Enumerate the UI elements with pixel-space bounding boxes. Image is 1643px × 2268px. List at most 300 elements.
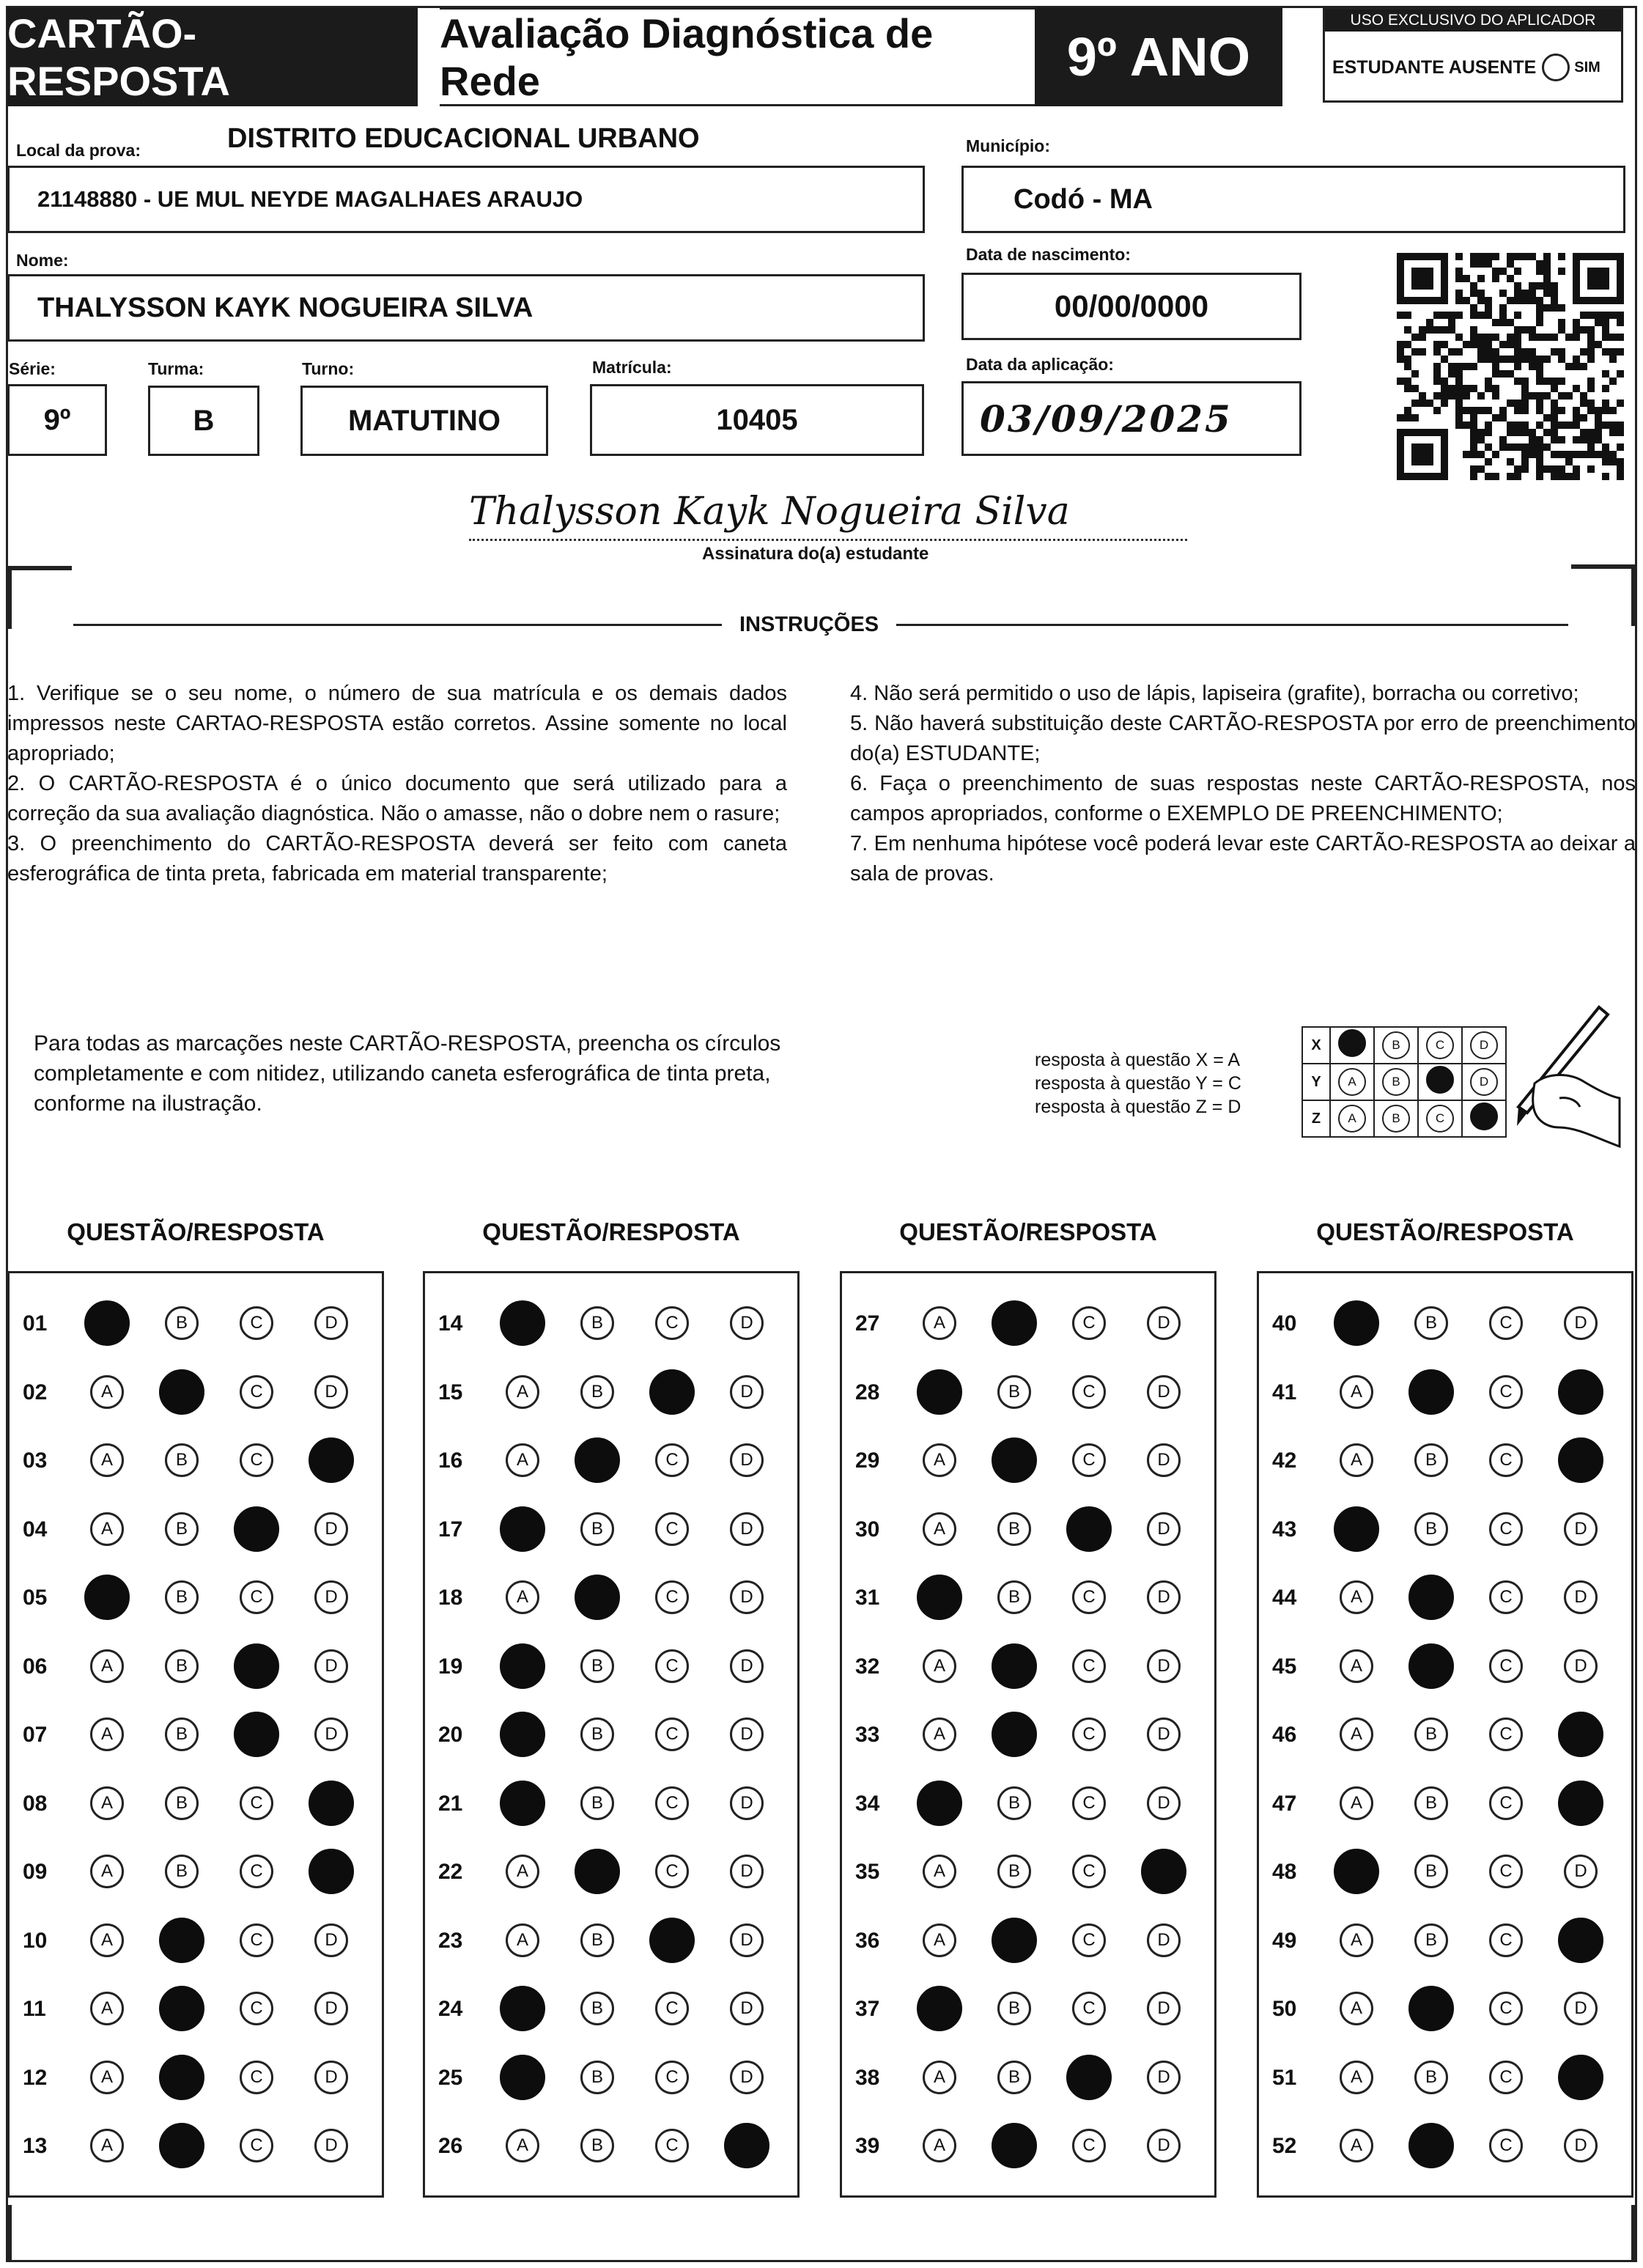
question-number: 36 — [855, 1928, 880, 1953]
answer-bubble[interactable]: D — [730, 1855, 764, 1888]
answer-row — [842, 1644, 1214, 1688]
example-bubble: B — [1382, 1031, 1410, 1059]
corner-mark-tr — [1571, 564, 1636, 626]
student-signature: Thalysson Kayk Nogueira Silva — [469, 490, 1070, 534]
answer-bubble-filled[interactable] — [500, 1506, 545, 1552]
answer-bubble[interactable]: D — [1564, 1992, 1598, 2025]
answer-bubble[interactable]: B — [165, 1512, 199, 1546]
turma-label: Turma: — [148, 359, 204, 378]
answer-bubble-filled[interactable] — [1558, 1781, 1603, 1826]
answer-bubble[interactable]: A — [90, 1512, 124, 1546]
example-cell — [1418, 1064, 1462, 1100]
answer-bubble-filled[interactable] — [500, 1986, 545, 2031]
answer-bubble-filled[interactable] — [500, 1712, 545, 1757]
answer-bubble[interactable]: B — [1414, 1512, 1448, 1546]
answer-bubble[interactable]: D — [730, 1375, 764, 1409]
answer-bubble-filled[interactable] — [575, 1437, 620, 1483]
answer-bubble[interactable]: A — [1340, 1375, 1373, 1409]
answer-bubble[interactable]: D — [730, 1649, 764, 1683]
answer-bubble[interactable]: C — [655, 1512, 689, 1546]
answer-bubble[interactable]: C — [1072, 2129, 1106, 2162]
answer-row — [10, 1781, 382, 1825]
matricula-field: 10405 — [590, 384, 924, 456]
question-number: 20 — [438, 1723, 463, 1747]
answer-row — [425, 1918, 797, 1962]
answer-bubble[interactable]: A — [923, 1717, 956, 1751]
answer-bubble[interactable]: A — [1340, 1786, 1373, 1820]
example-bubble: A — [1338, 1068, 1366, 1096]
answer-row — [1259, 1301, 1631, 1345]
question-number: 11 — [23, 1997, 46, 2021]
question-number: 10 — [23, 1928, 48, 1953]
answer-bubble[interactable]: C — [655, 2129, 689, 2162]
answer-bubble[interactable]: B — [580, 1717, 614, 1751]
answer-bubble[interactable]: A — [506, 2129, 539, 2162]
answer-bubble[interactable]: C — [1072, 1786, 1106, 1820]
answer-bubble-filled[interactable] — [84, 1575, 130, 1620]
local-label: Local da prova: — [16, 141, 141, 160]
answer-bubble[interactable]: C — [1489, 1512, 1523, 1546]
question-number: 22 — [438, 1860, 463, 1884]
answer-bubble-filled[interactable] — [234, 1506, 279, 1552]
answer-bubble[interactable]: D — [314, 2061, 348, 2094]
answer-row — [1259, 2055, 1631, 2099]
answer-bubble[interactable]: A — [506, 1580, 539, 1614]
answer-bubble[interactable]: C — [1072, 1923, 1106, 1957]
answer-column-title: QUESTÃO/RESPOSTA — [1316, 1218, 1574, 1245]
example-bubble: C — [1426, 1031, 1454, 1059]
absent-label: ESTUDANTE AUSENTE — [1332, 56, 1537, 78]
answer-bubble[interactable]: C — [1489, 1580, 1523, 1614]
answer-bubble[interactable]: C — [655, 1649, 689, 1683]
answer-bubble-filled[interactable] — [309, 1849, 354, 1894]
answer-bubble[interactable]: D — [314, 2129, 348, 2162]
instruction-item: 5. Não haverá substituição deste CARTÃO-RESPOSTA por erro de preenchimento do(a) ESTUDANTE; — [850, 712, 1636, 765]
answer-bubble[interactable]: A — [1340, 1923, 1373, 1957]
answer-bubble[interactable]: C — [655, 1992, 689, 2025]
answer-bubble-filled[interactable] — [309, 1781, 354, 1826]
answer-bubble[interactable]: D — [314, 1649, 348, 1683]
answer-bubble-filled[interactable] — [917, 1575, 962, 1620]
answer-bubble[interactable]: D — [1147, 1649, 1181, 1683]
answer-bubble[interactable]: C — [655, 2061, 689, 2094]
answer-bubble[interactable]: A — [923, 1512, 956, 1546]
answer-bubble[interactable]: D — [1564, 1649, 1598, 1683]
district-name: DISTRITO EDUCACIONAL URBANO — [227, 123, 700, 154]
answer-bubble[interactable]: A — [923, 1649, 956, 1683]
answer-bubble[interactable]: C — [1072, 1649, 1106, 1683]
answer-bubble[interactable]: B — [997, 1992, 1031, 2025]
answer-row — [425, 1507, 797, 1551]
applicator-box — [1323, 7, 1623, 103]
answer-bubble[interactable]: C — [1489, 1375, 1523, 1409]
answer-bubble-filled[interactable] — [1558, 1437, 1603, 1483]
answer-bubble[interactable]: C — [1489, 1443, 1523, 1477]
answer-bubble[interactable]: C — [240, 1923, 273, 1957]
answer-bubble-filled[interactable] — [1141, 1849, 1186, 1894]
answer-bubble[interactable]: D — [314, 1717, 348, 1751]
answer-bubble-filled[interactable] — [649, 1918, 695, 1963]
answer-bubble[interactable]: D — [730, 2061, 764, 2094]
answer-bubble[interactable]: D — [1564, 1306, 1598, 1340]
answer-bubble[interactable]: C — [1489, 1992, 1523, 2025]
answer-bubble-filled[interactable] — [992, 1300, 1037, 1346]
absent-row — [1332, 54, 1600, 81]
example-bubble: B — [1382, 1068, 1410, 1096]
answer-bubble[interactable]: A — [90, 1649, 124, 1683]
answer-bubble-filled[interactable] — [1334, 1300, 1379, 1346]
answer-bubble[interactable]: B — [1414, 2061, 1448, 2094]
answer-bubble-filled[interactable] — [1408, 1643, 1454, 1689]
answer-bubble[interactable]: B — [1414, 1306, 1448, 1340]
answer-bubble-filled[interactable] — [917, 1781, 962, 1826]
answer-bubble[interactable]: B — [580, 1786, 614, 1820]
question-number: 42 — [1272, 1448, 1297, 1473]
answer-bubble[interactable]: B — [997, 2061, 1031, 2094]
answer-bubble[interactable]: B — [580, 1992, 614, 2025]
answer-bubble-filled[interactable] — [1408, 1986, 1454, 2031]
answer-row — [10, 1370, 382, 1414]
answer-bubble[interactable]: A — [506, 1855, 539, 1888]
answer-bubble-filled[interactable] — [159, 1918, 204, 1963]
answer-row — [425, 1712, 797, 1756]
answer-row — [425, 1644, 797, 1688]
answer-bubble-filled[interactable] — [1558, 2055, 1603, 2100]
answer-bubble[interactable]: C — [655, 1580, 689, 1614]
instructions-left — [7, 679, 787, 889]
answer-bubble[interactable]: A — [1340, 1580, 1373, 1614]
question-number: 25 — [438, 2065, 463, 2090]
answer-bubble-filled[interactable] — [575, 1575, 620, 1620]
answer-bubble-filled[interactable] — [917, 1369, 962, 1415]
answer-bubble[interactable]: C — [1072, 1443, 1106, 1477]
exam-title: Avaliação Diagnóstica de Rede — [440, 7, 1035, 106]
answer-bubble[interactable]: C — [1072, 1717, 1106, 1751]
answer-bubble-filled[interactable] — [1334, 1506, 1379, 1552]
answer-row — [10, 1644, 382, 1688]
answer-row — [425, 2124, 797, 2168]
applicator-title: USO EXCLUSIVO DO APLICADOR — [1325, 10, 1621, 32]
answer-bubble-filled[interactable] — [575, 1849, 620, 1894]
example-bubble: C — [1426, 1105, 1454, 1133]
answer-bubble[interactable]: A — [90, 2061, 124, 2094]
answer-bubble[interactable]: C — [1489, 2061, 1523, 2094]
answer-bubble[interactable]: A — [506, 1443, 539, 1477]
answer-bubble-filled[interactable] — [992, 1918, 1037, 1963]
answer-bubble[interactable]: B — [580, 2061, 614, 2094]
question-number: 03 — [23, 1448, 48, 1473]
answer-bubble-filled[interactable] — [649, 1369, 695, 1415]
answer-bubble[interactable]: B — [997, 1375, 1031, 1409]
answer-bubble[interactable]: A — [1340, 1649, 1373, 1683]
answer-bubble[interactable]: D — [730, 1512, 764, 1546]
question-number: 31 — [855, 1586, 880, 1610]
answer-bubble[interactable]: A — [1340, 1443, 1373, 1477]
answer-bubble[interactable]: D — [1147, 1717, 1181, 1751]
answer-bubble[interactable]: C — [240, 1375, 273, 1409]
answer-bubble[interactable]: B — [165, 1306, 199, 1340]
answer-bubble[interactable]: A — [90, 1786, 124, 1820]
answer-bubble-filled[interactable] — [1066, 2055, 1112, 2100]
answer-bubble[interactable]: A — [923, 1306, 956, 1340]
answer-bubble[interactable]: C — [655, 1306, 689, 1340]
question-number: 07 — [23, 1723, 48, 1747]
answer-bubble-filled[interactable] — [992, 1643, 1037, 1689]
answer-bubble[interactable]: D — [730, 1580, 764, 1614]
answer-bubble[interactable]: D — [1147, 2129, 1181, 2162]
answer-bubble[interactable]: D — [730, 1786, 764, 1820]
answer-bubble[interactable]: A — [923, 1923, 956, 1957]
answer-bubble[interactable]: B — [1414, 1717, 1448, 1751]
answer-bubble[interactable]: A — [90, 1375, 124, 1409]
answer-bubble[interactable]: C — [240, 2061, 273, 2094]
answer-bubble-filled[interactable] — [1334, 1849, 1379, 1894]
answer-row — [425, 1781, 797, 1825]
answer-bubble[interactable]: B — [580, 1923, 614, 1957]
answer-bubble[interactable]: A — [90, 1443, 124, 1477]
answer-bubble-filled[interactable] — [724, 2123, 769, 2168]
answer-bubble-filled[interactable] — [500, 1643, 545, 1689]
answer-bubble-filled[interactable] — [1558, 1712, 1603, 1757]
example-bubble: A — [1338, 1105, 1366, 1133]
question-number: 16 — [438, 1448, 463, 1473]
answer-bubble[interactable]: D — [1147, 1786, 1181, 1820]
answer-bubble[interactable]: D — [730, 1992, 764, 2025]
answer-bubble[interactable]: C — [1072, 1375, 1106, 1409]
answer-bubble[interactable]: B — [580, 2129, 614, 2162]
signature-line — [469, 539, 1187, 541]
serie-label: Série: — [9, 359, 56, 378]
answer-bubble[interactable]: B — [580, 1512, 614, 1546]
answer-bubble[interactable]: D — [1147, 1580, 1181, 1614]
answer-row — [1259, 2124, 1631, 2168]
question-number: 21 — [438, 1791, 463, 1816]
answer-bubble[interactable]: A — [90, 1992, 124, 2025]
answer-row — [842, 1712, 1214, 1756]
answer-column — [7, 1271, 384, 2198]
question-number: 28 — [855, 1380, 880, 1404]
answer-bubble-filled[interactable] — [1408, 1575, 1454, 1620]
answer-bubble[interactable]: D — [1564, 2129, 1598, 2162]
answer-bubble[interactable]: D — [1147, 1992, 1181, 2025]
answer-bubble[interactable]: D — [314, 1992, 348, 2025]
answer-bubble[interactable]: B — [1414, 1443, 1448, 1477]
answer-bubble[interactable]: C — [1072, 1306, 1106, 1340]
answer-bubble-filled[interactable] — [1408, 1369, 1454, 1415]
answer-bubble[interactable]: B — [165, 1786, 199, 1820]
answer-bubble-filled[interactable] — [234, 1712, 279, 1757]
answer-bubble[interactable]: A — [90, 1855, 124, 1888]
answer-bubble[interactable]: B — [165, 1855, 199, 1888]
question-number: 50 — [1272, 1997, 1297, 2021]
absent-bubble[interactable] — [1542, 54, 1570, 81]
answer-row — [842, 1575, 1214, 1619]
answer-bubble[interactable]: C — [240, 1306, 273, 1340]
answer-bubble[interactable]: B — [1414, 1923, 1448, 1957]
answer-bubble[interactable]: B — [165, 1580, 199, 1614]
answer-bubble[interactable]: A — [1340, 2129, 1373, 2162]
answer-bubble[interactable]: A — [90, 1923, 124, 1957]
answer-bubble-filled[interactable] — [84, 1300, 130, 1346]
answer-bubble[interactable]: D — [1564, 1580, 1598, 1614]
question-number: 41 — [1272, 1380, 1297, 1404]
question-number: 52 — [1272, 2134, 1297, 2158]
card-title: CARTÃO-RESPOSTA — [7, 7, 418, 106]
answer-bubble-filled[interactable] — [992, 1712, 1037, 1757]
answer-bubble[interactable]: C — [240, 1580, 273, 1614]
answer-bubble[interactable]: A — [506, 1375, 539, 1409]
answer-bubble[interactable]: D — [1147, 1306, 1181, 1340]
answer-bubble-filled[interactable] — [159, 1986, 204, 2031]
answer-bubble[interactable]: B — [165, 1717, 199, 1751]
question-number: 05 — [23, 1586, 48, 1610]
answer-bubble[interactable]: C — [1072, 1992, 1106, 2025]
example-labels — [1035, 1048, 1241, 1119]
answer-bubble[interactable]: D — [314, 1923, 348, 1957]
answer-bubble-filled[interactable] — [500, 2055, 545, 2100]
answer-bubble[interactable]: C — [1489, 2129, 1523, 2162]
answer-bubble[interactable]: A — [1340, 1717, 1373, 1751]
question-number: 04 — [23, 1517, 48, 1542]
question-number: 33 — [855, 1723, 880, 1747]
example-question-label: Z — [1302, 1100, 1330, 1137]
answer-bubble-filled[interactable] — [500, 1300, 545, 1346]
answer-row — [1259, 1849, 1631, 1893]
answer-bubble[interactable]: B — [165, 1649, 199, 1683]
turno-label: Turno: — [302, 359, 355, 378]
answer-bubble[interactable]: B — [997, 1786, 1031, 1820]
answer-bubble[interactable]: D — [1564, 1512, 1598, 1546]
answer-bubble[interactable]: A — [1340, 1992, 1373, 2025]
municipio-label: Município: — [966, 136, 1050, 155]
answer-bubble[interactable]: D — [730, 1717, 764, 1751]
instruction-item: 3. O preenchimento do CARTÃO-RESPOSTA deverá ser feito com caneta esferográfica de tinta preta, fabricada em material transparente; — [7, 832, 787, 886]
answer-row — [842, 1301, 1214, 1345]
answer-bubble[interactable]: D — [314, 1512, 348, 1546]
answer-bubble-filled[interactable] — [992, 1437, 1037, 1483]
answer-bubble-filled[interactable] — [234, 1643, 279, 1689]
answer-row — [842, 2124, 1214, 2168]
answer-bubble-filled[interactable] — [917, 1986, 962, 2031]
answer-bubble[interactable]: C — [655, 1443, 689, 1477]
answer-bubble[interactable]: A — [90, 2129, 124, 2162]
answer-bubble[interactable]: C — [655, 1786, 689, 1820]
answer-bubble[interactable]: D — [730, 1443, 764, 1477]
answer-bubble-filled[interactable] — [159, 2123, 204, 2168]
answer-bubble[interactable]: C — [240, 1443, 273, 1477]
answer-bubble-filled[interactable] — [1558, 1369, 1603, 1415]
answer-bubble[interactable]: B — [997, 1512, 1031, 1546]
answer-bubble-filled[interactable] — [992, 2123, 1037, 2168]
answer-bubble[interactable]: D — [730, 1306, 764, 1340]
answer-bubble[interactable]: C — [655, 1855, 689, 1888]
answer-bubble[interactable]: B — [997, 1580, 1031, 1614]
answer-bubble[interactable]: C — [240, 1855, 273, 1888]
question-number: 38 — [855, 2065, 880, 2090]
example-label: resposta à questão Y = C — [1035, 1073, 1241, 1094]
turma-field: B — [148, 386, 259, 456]
answer-bubble[interactable]: A — [506, 1923, 539, 1957]
answer-bubble-filled[interactable] — [500, 1781, 545, 1826]
question-number: 13 — [23, 2134, 48, 2158]
fill-note: Para todas as marcações neste CARTÃO-RESPOSTA, preencha os círculos completamente e com nitidez, utilizando caneta esferográfica de tinta preta, conforme na ilustração. — [34, 1031, 781, 1116]
question-number: 09 — [23, 1860, 48, 1884]
answer-bubble[interactable]: A — [923, 1443, 956, 1477]
answer-bubble[interactable]: C — [1489, 1717, 1523, 1751]
answer-bubble[interactable]: C — [1072, 1580, 1106, 1614]
answer-bubble[interactable]: D — [1147, 1512, 1181, 1546]
answer-bubble[interactable]: A — [1340, 2061, 1373, 2094]
example-cell — [1418, 1100, 1462, 1137]
example-bubble — [1426, 1066, 1454, 1094]
answer-bubble-filled[interactable] — [309, 1437, 354, 1483]
answer-bubble[interactable]: B — [997, 1855, 1031, 1888]
answer-row — [1259, 1644, 1631, 1688]
answer-bubble[interactable]: D — [1564, 1855, 1598, 1888]
question-number: 48 — [1272, 1860, 1297, 1884]
answer-bubble[interactable]: C — [1489, 1855, 1523, 1888]
question-number: 34 — [855, 1791, 880, 1816]
example-question-label: Y — [1302, 1064, 1330, 1100]
answer-bubble[interactable]: A — [923, 1855, 956, 1888]
answer-row — [10, 1918, 382, 1962]
answer-bubble[interactable]: A — [923, 2129, 956, 2162]
answer-bubble[interactable]: D — [1147, 1375, 1181, 1409]
question-number: 40 — [1272, 1311, 1297, 1336]
answer-bubble[interactable]: B — [580, 1375, 614, 1409]
answer-bubble[interactable]: D — [314, 1580, 348, 1614]
answer-bubble[interactable]: B — [165, 1443, 199, 1477]
nome-label: Nome: — [16, 251, 69, 270]
answer-bubble[interactable]: C — [1489, 1923, 1523, 1957]
answer-bubble[interactable]: D — [314, 1375, 348, 1409]
answer-bubble[interactable]: C — [1489, 1649, 1523, 1683]
answer-row — [425, 1301, 797, 1345]
answer-bubble[interactable]: C — [240, 1992, 273, 2025]
answer-column-title: QUESTÃO/RESPOSTA — [482, 1218, 740, 1245]
answer-bubble-filled[interactable] — [159, 1369, 204, 1415]
question-number: 49 — [1272, 1928, 1297, 1953]
answer-bubble[interactable]: C — [655, 1717, 689, 1751]
answer-bubble-filled[interactable] — [1558, 1918, 1603, 1963]
answer-bubble[interactable]: B — [580, 1649, 614, 1683]
example-label: resposta à questão X = A — [1035, 1050, 1241, 1070]
grade-title: 9º ANO — [1035, 7, 1282, 106]
answer-bubble[interactable]: D — [1147, 1923, 1181, 1957]
corner-mark-br — [1571, 2205, 1636, 2262]
matricula-label: Matrícula: — [592, 358, 672, 377]
answer-bubble[interactable]: A — [90, 1717, 124, 1751]
answer-bubble[interactable]: C — [1489, 1306, 1523, 1340]
answer-bubble-filled[interactable] — [159, 2055, 204, 2100]
answer-bubble-filled[interactable] — [1408, 2123, 1454, 2168]
answer-bubble[interactable]: A — [923, 2061, 956, 2094]
answer-bubble[interactable]: C — [240, 1786, 273, 1820]
answer-bubble-filled[interactable] — [1066, 1506, 1112, 1552]
answer-bubble[interactable]: B — [1414, 1855, 1448, 1888]
answer-bubble[interactable]: C — [1072, 1855, 1106, 1888]
answer-bubble[interactable]: D — [314, 1306, 348, 1340]
answer-bubble[interactable]: D — [730, 1923, 764, 1957]
answer-bubble[interactable]: D — [1147, 1443, 1181, 1477]
answer-bubble[interactable]: C — [1489, 1786, 1523, 1820]
answer-bubble[interactable]: D — [1147, 2061, 1181, 2094]
answer-row — [842, 1987, 1214, 2030]
answer-bubble[interactable]: C — [240, 2129, 273, 2162]
answer-row — [1259, 1370, 1631, 1414]
answer-bubble[interactable]: B — [1414, 1786, 1448, 1820]
answer-bubble[interactable]: B — [580, 1306, 614, 1340]
